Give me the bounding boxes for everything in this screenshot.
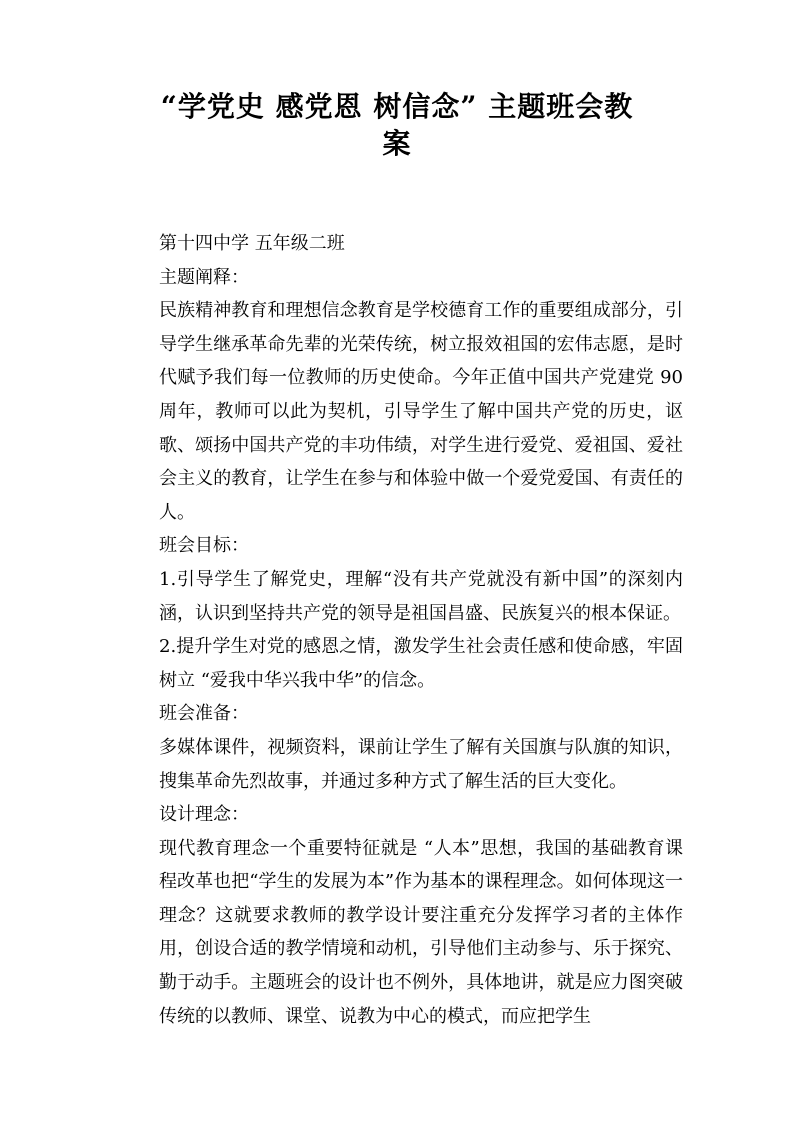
preparation-paragraph: 多媒体课件，视频资料，课前让学生了解有关国旗与队旗的知识，搜集革命先烈故事，并通过多种方式了解生活的巨大变化。 [159,736,683,792]
section-heading-concept: 设计理念： [159,804,249,826]
section-heading-preparation: 班会准备： [159,703,249,725]
goal-item-2: 2.提升学生对党的感恩之情，激发学生社会责任感和使命感，牢固树立 “爱我中华兴我中华”的信念。 [159,636,683,691]
goal-item-1: 1.引导学生了解党史，理解“没有共产党就没有新中国”的深刻内涵，认识到坚持共产党的领导是祖国昌盛、民族复兴的根本保证。 [159,568,683,624]
title-line-1: “学党史 感党恩 树信念” 主题班会教 [160,90,634,123]
title-line-2: 案 [382,127,412,160]
section-heading-theme: 主题阐释： [159,266,249,288]
document-title [120,88,674,162]
document-body [159,227,683,1033]
theme-paragraph: 民族精神教育和理想信念教育是学校德育工作的重要组成部分，引导学生继承革命先辈的光荣传统，树立报效祖国的宏伟志愿，是时代赋予我们每一位教师的历史使命。今年正值中国共产党建党 90 周年，教师可以此为契机，引导学生了解中国共产党的历史，讴歌、颂扬中国共产党的丰功伟绩，对学生进行爱党、爱祖国、爱社会主义的教育，让学生在参与和体验中做一个爱党爱国、有责任的人。 [159,300,683,523]
concept-paragraph: 现代教育理念一个重要特征就是 “人本”思想，我国的基础教育课程改革也把“学生的发展为本”作为基本的课程理念。如何体现这一理念？这就要求教师的教学设计要注重充分发挥学习者的主体作用，创设合适的教学情境和动机，引导他们主动参与、乐于探究、勤于动手。主题班会的设计也不例外，具体地讲，就是应力图突破传统的以教师、课堂、说教为中心的模式，而应把学生 [159,837,683,1027]
class-info: 第十四中学 五年级二班 [159,233,345,254]
section-heading-goals: 班会目标： [159,535,249,557]
